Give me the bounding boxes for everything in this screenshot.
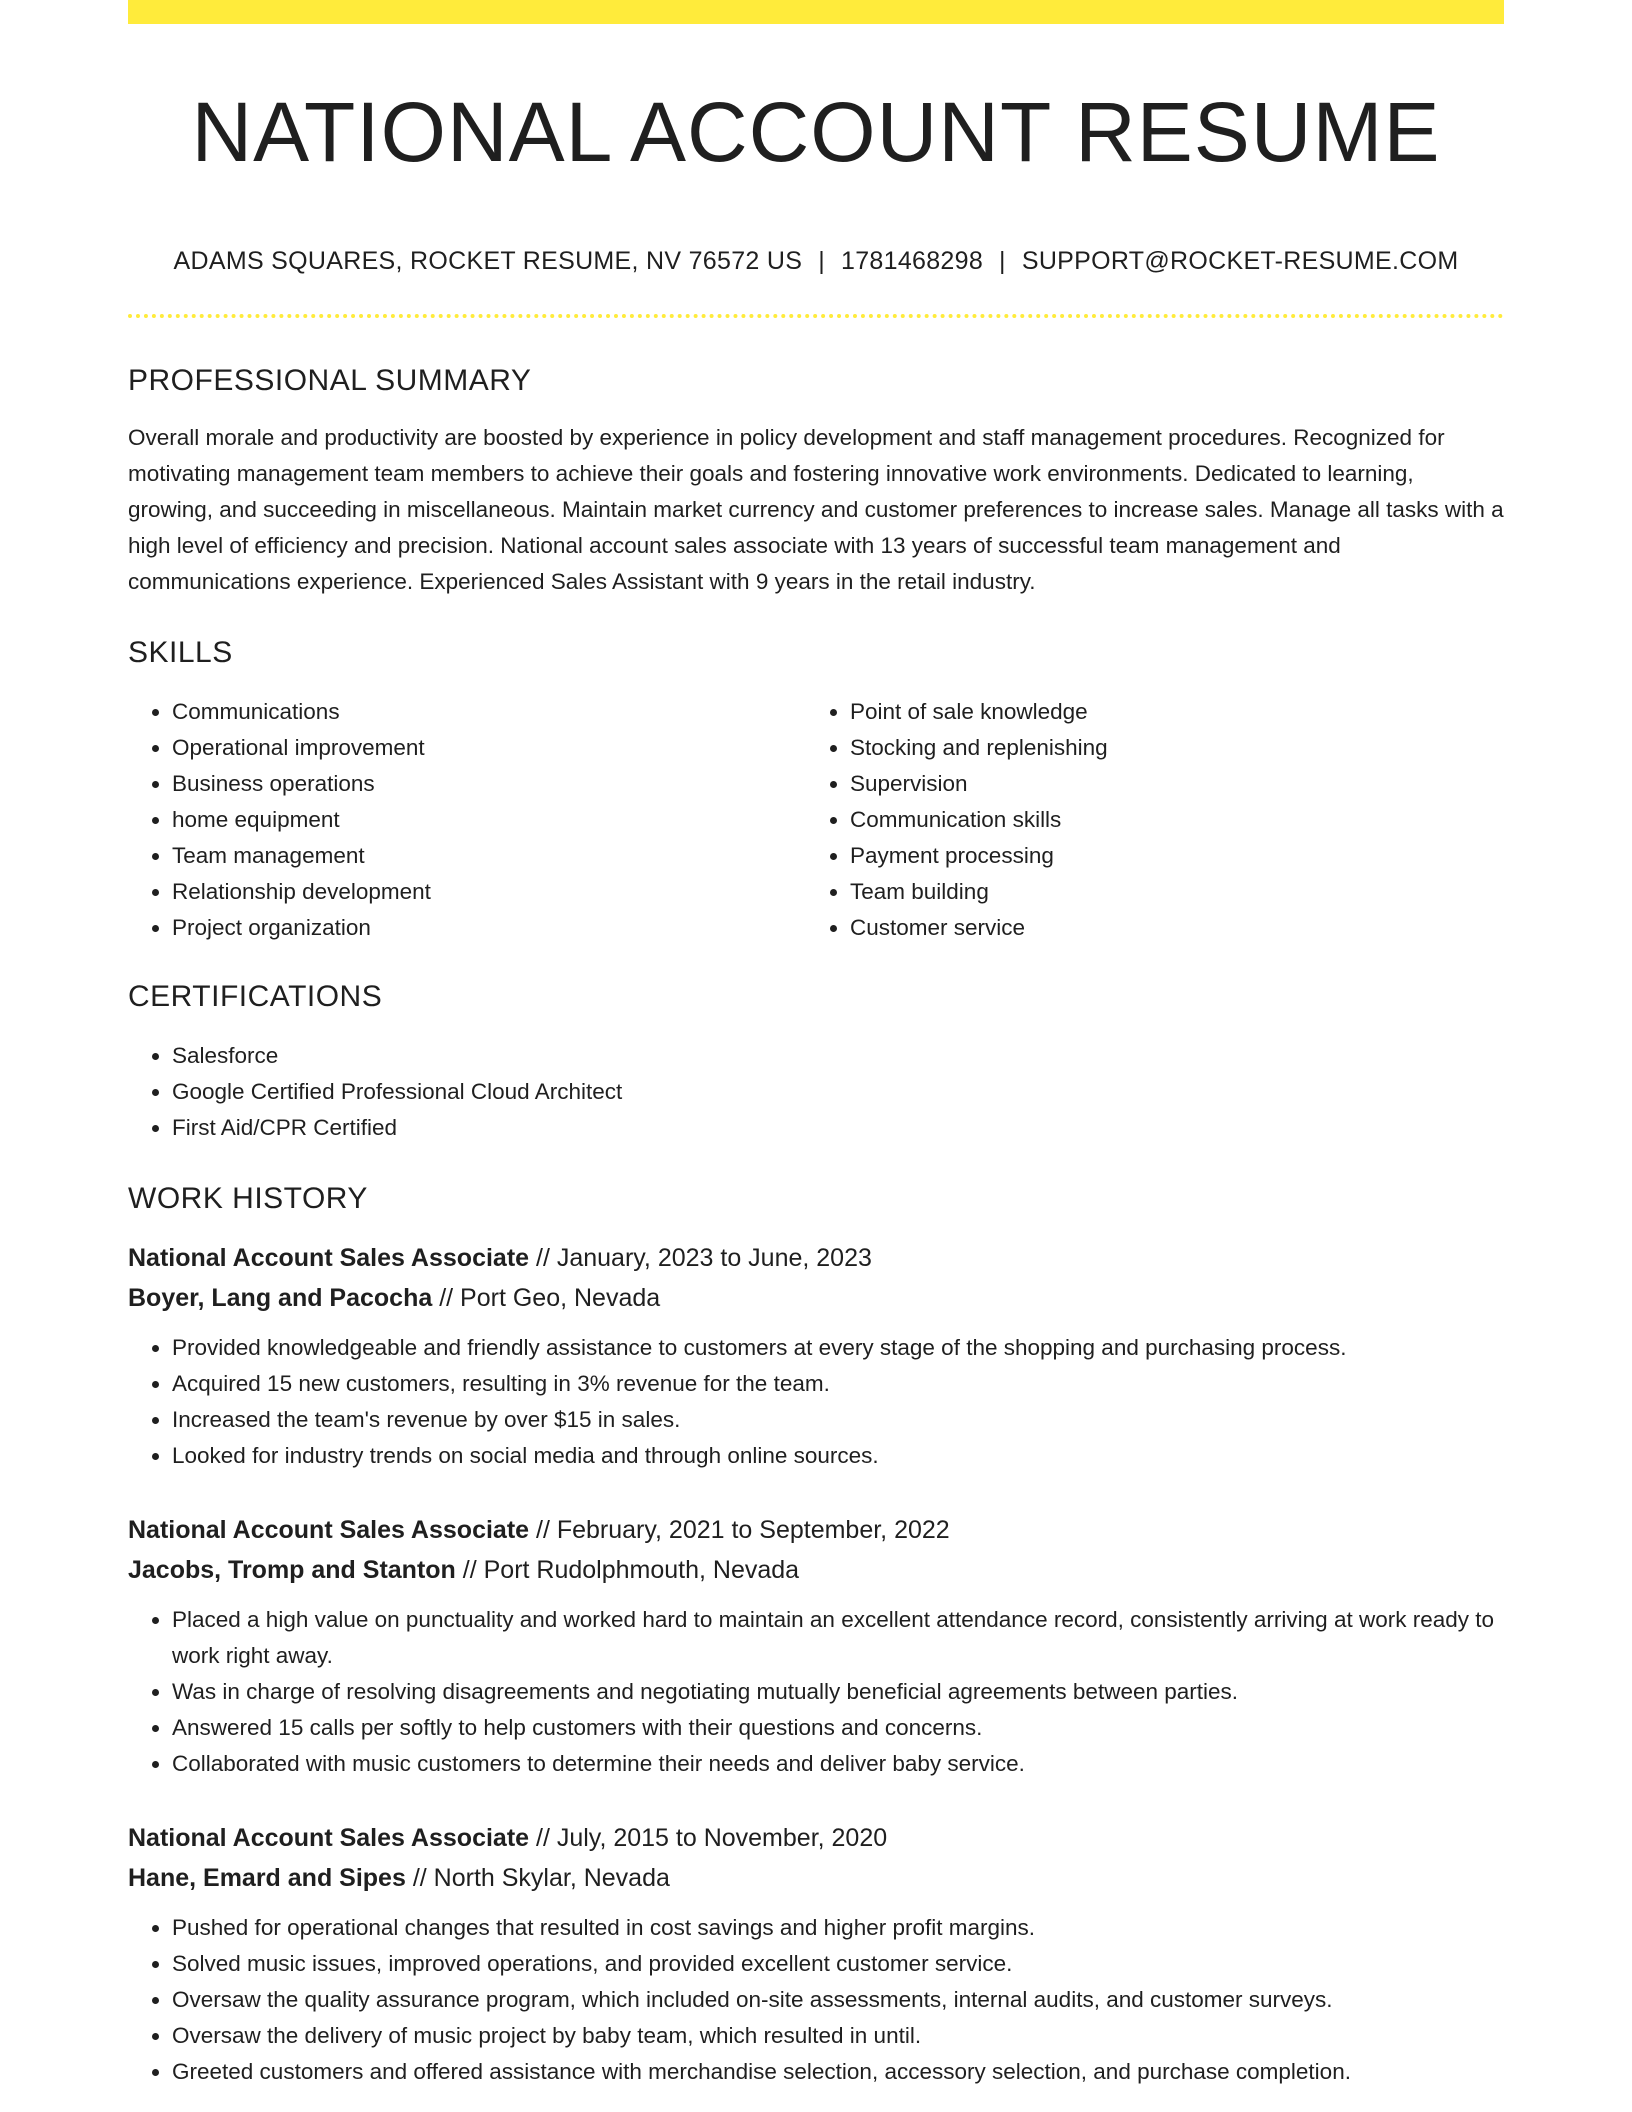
certification-item: • Salesforce	[172, 1038, 1504, 1074]
job-bullet: • Pushed for operational changes that resulted in cost savings and higher profit margins.	[172, 1910, 1504, 1946]
skill-item: • Communications	[172, 694, 806, 730]
job-title-line	[128, 1818, 1504, 1858]
job-bullet: • Collaborated with music customers to determine their needs and deliver baby service.	[172, 1746, 1504, 1782]
job-bullet: • Greeted customers and offered assistance with merchandise selection, accessory selection, and purchase completion.	[172, 2054, 1504, 2090]
job-bullets	[128, 1602, 1504, 1782]
certification-item: • First Aid/CPR Certified	[172, 1110, 1504, 1146]
certifications-heading: CERTIFICATIONS	[128, 979, 383, 1013]
job-bullet: • Increased the team's revenue by over $15 in sales.	[172, 1402, 1504, 1438]
summary-text: Overall morale and productivity are boosted by experience in policy development and staff management procedures. Recognized for motivating management team members to achieve their goals and fostering innovative work environments. Dedicated to learning, growing, and succeeding in miscellaneous. Maintain market currency and customer preferences to increase sales. Manage all tasks with a high level of efficiency and precision. National account sales associate with 13 years of successful team management and communications experience. Experienced Sales Assistant with 9 years in the retail industry.	[128, 424, 1504, 594]
contact-separator: |	[818, 246, 825, 275]
job-role: National Account Sales Associate	[128, 1823, 530, 1852]
skills-left-list	[128, 694, 806, 946]
job-entry	[128, 1818, 1504, 2090]
skill-item: • home equipment	[172, 802, 806, 838]
job-bullet: • Oversaw the quality assurance program, which included on-site assessments, internal audits, and customer surveys.	[172, 1982, 1504, 2018]
contact-address: ADAMS SQUARES, ROCKET RESUME, NV 76572 US	[173, 246, 803, 275]
job-dates: // July, 2015 to November, 2020	[529, 1823, 888, 1852]
skill-item: • Relationship development	[172, 874, 806, 910]
job-bullet: • Provided knowledgeable and friendly assistance to customers at every stage of the shopping and purchasing process.	[172, 1330, 1504, 1366]
job-dates: // February, 2021 to September, 2022	[529, 1515, 950, 1544]
job-location: // Port Geo, Nevada	[432, 1283, 661, 1312]
job-company: Boyer, Lang and Pacocha	[128, 1283, 433, 1312]
job-title-line	[128, 1238, 1504, 1278]
job-bullet: • Answered 15 calls per softly to help customers with their questions and concerns.	[172, 1710, 1504, 1746]
job-bullet: • Was in charge of resolving disagreements and negotiating mutually beneficial agreements between parties.	[172, 1674, 1504, 1710]
job-company: Hane, Emard and Sipes	[128, 1863, 406, 1892]
job-role: National Account Sales Associate	[128, 1515, 530, 1544]
skill-item: • Operational improvement	[172, 730, 806, 766]
skill-item: • Supervision	[850, 766, 1484, 802]
resume-title: NATIONAL ACCOUNT RESUME	[191, 85, 1441, 179]
job-company-line	[128, 1550, 1504, 1590]
job-dates: // January, 2023 to June, 2023	[529, 1243, 872, 1272]
skills-columns	[128, 694, 1504, 946]
skill-item: • Team building	[850, 874, 1484, 910]
skill-item: • Business operations	[172, 766, 806, 802]
skill-item: • Payment processing	[850, 838, 1484, 874]
contact-email: SUPPORT@ROCKET-RESUME.COM	[1021, 246, 1459, 275]
certification-item: • Google Certified Professional Cloud Architect	[172, 1074, 1504, 1110]
contact-separator: |	[999, 246, 1006, 275]
skill-item: • Point of sale knowledge	[850, 694, 1484, 730]
job-location: // North Skylar, Nevada	[405, 1863, 670, 1892]
summary-heading: PROFESSIONAL SUMMARY	[128, 363, 532, 397]
job-bullets	[128, 1330, 1504, 1474]
contact-line	[128, 247, 1504, 276]
skills-heading: SKILLS	[128, 635, 233, 669]
skill-item: • Stocking and replenishing	[850, 730, 1484, 766]
skill-item: • Communication skills	[850, 802, 1484, 838]
skill-item: • Customer service	[850, 910, 1484, 946]
work-history-heading: WORK HISTORY	[128, 1181, 368, 1215]
job-entry	[128, 1510, 1504, 1782]
skill-item: • Team management	[172, 838, 806, 874]
job-bullet: • Oversaw the delivery of music project by baby team, which resulted in until.	[172, 2018, 1504, 2054]
job-bullet: • Acquired 15 new customers, resulting in 3% revenue for the team.	[172, 1366, 1504, 1402]
job-bullet: • Solved music issues, improved operations, and provided excellent customer service.	[172, 1946, 1504, 1982]
job-role: National Account Sales Associate	[128, 1243, 530, 1272]
job-bullet: • Placed a high value on punctuality and worked hard to maintain an excellent attendance record, consistently arriving at work ready to work right away.	[172, 1602, 1504, 1674]
job-bullet: • Looked for industry trends on social media and through online sources.	[172, 1438, 1504, 1474]
job-company-line	[128, 1858, 1504, 1898]
job-company: Jacobs, Tromp and Stanton	[128, 1555, 456, 1584]
job-bullets	[128, 1910, 1504, 2090]
dotted-divider	[128, 314, 1504, 318]
job-title-line	[128, 1510, 1504, 1550]
skill-item: • Project organization	[172, 910, 806, 946]
certifications-list	[128, 1038, 1504, 1146]
job-entry	[128, 1238, 1504, 1474]
accent-top-bar	[128, 0, 1504, 24]
skills-right-list	[806, 694, 1484, 946]
resume-page	[128, 0, 1504, 2090]
job-location: // Port Rudolphmouth, Nevada	[455, 1555, 800, 1584]
contact-phone: 1781468298	[841, 246, 984, 275]
job-company-line	[128, 1278, 1504, 1318]
